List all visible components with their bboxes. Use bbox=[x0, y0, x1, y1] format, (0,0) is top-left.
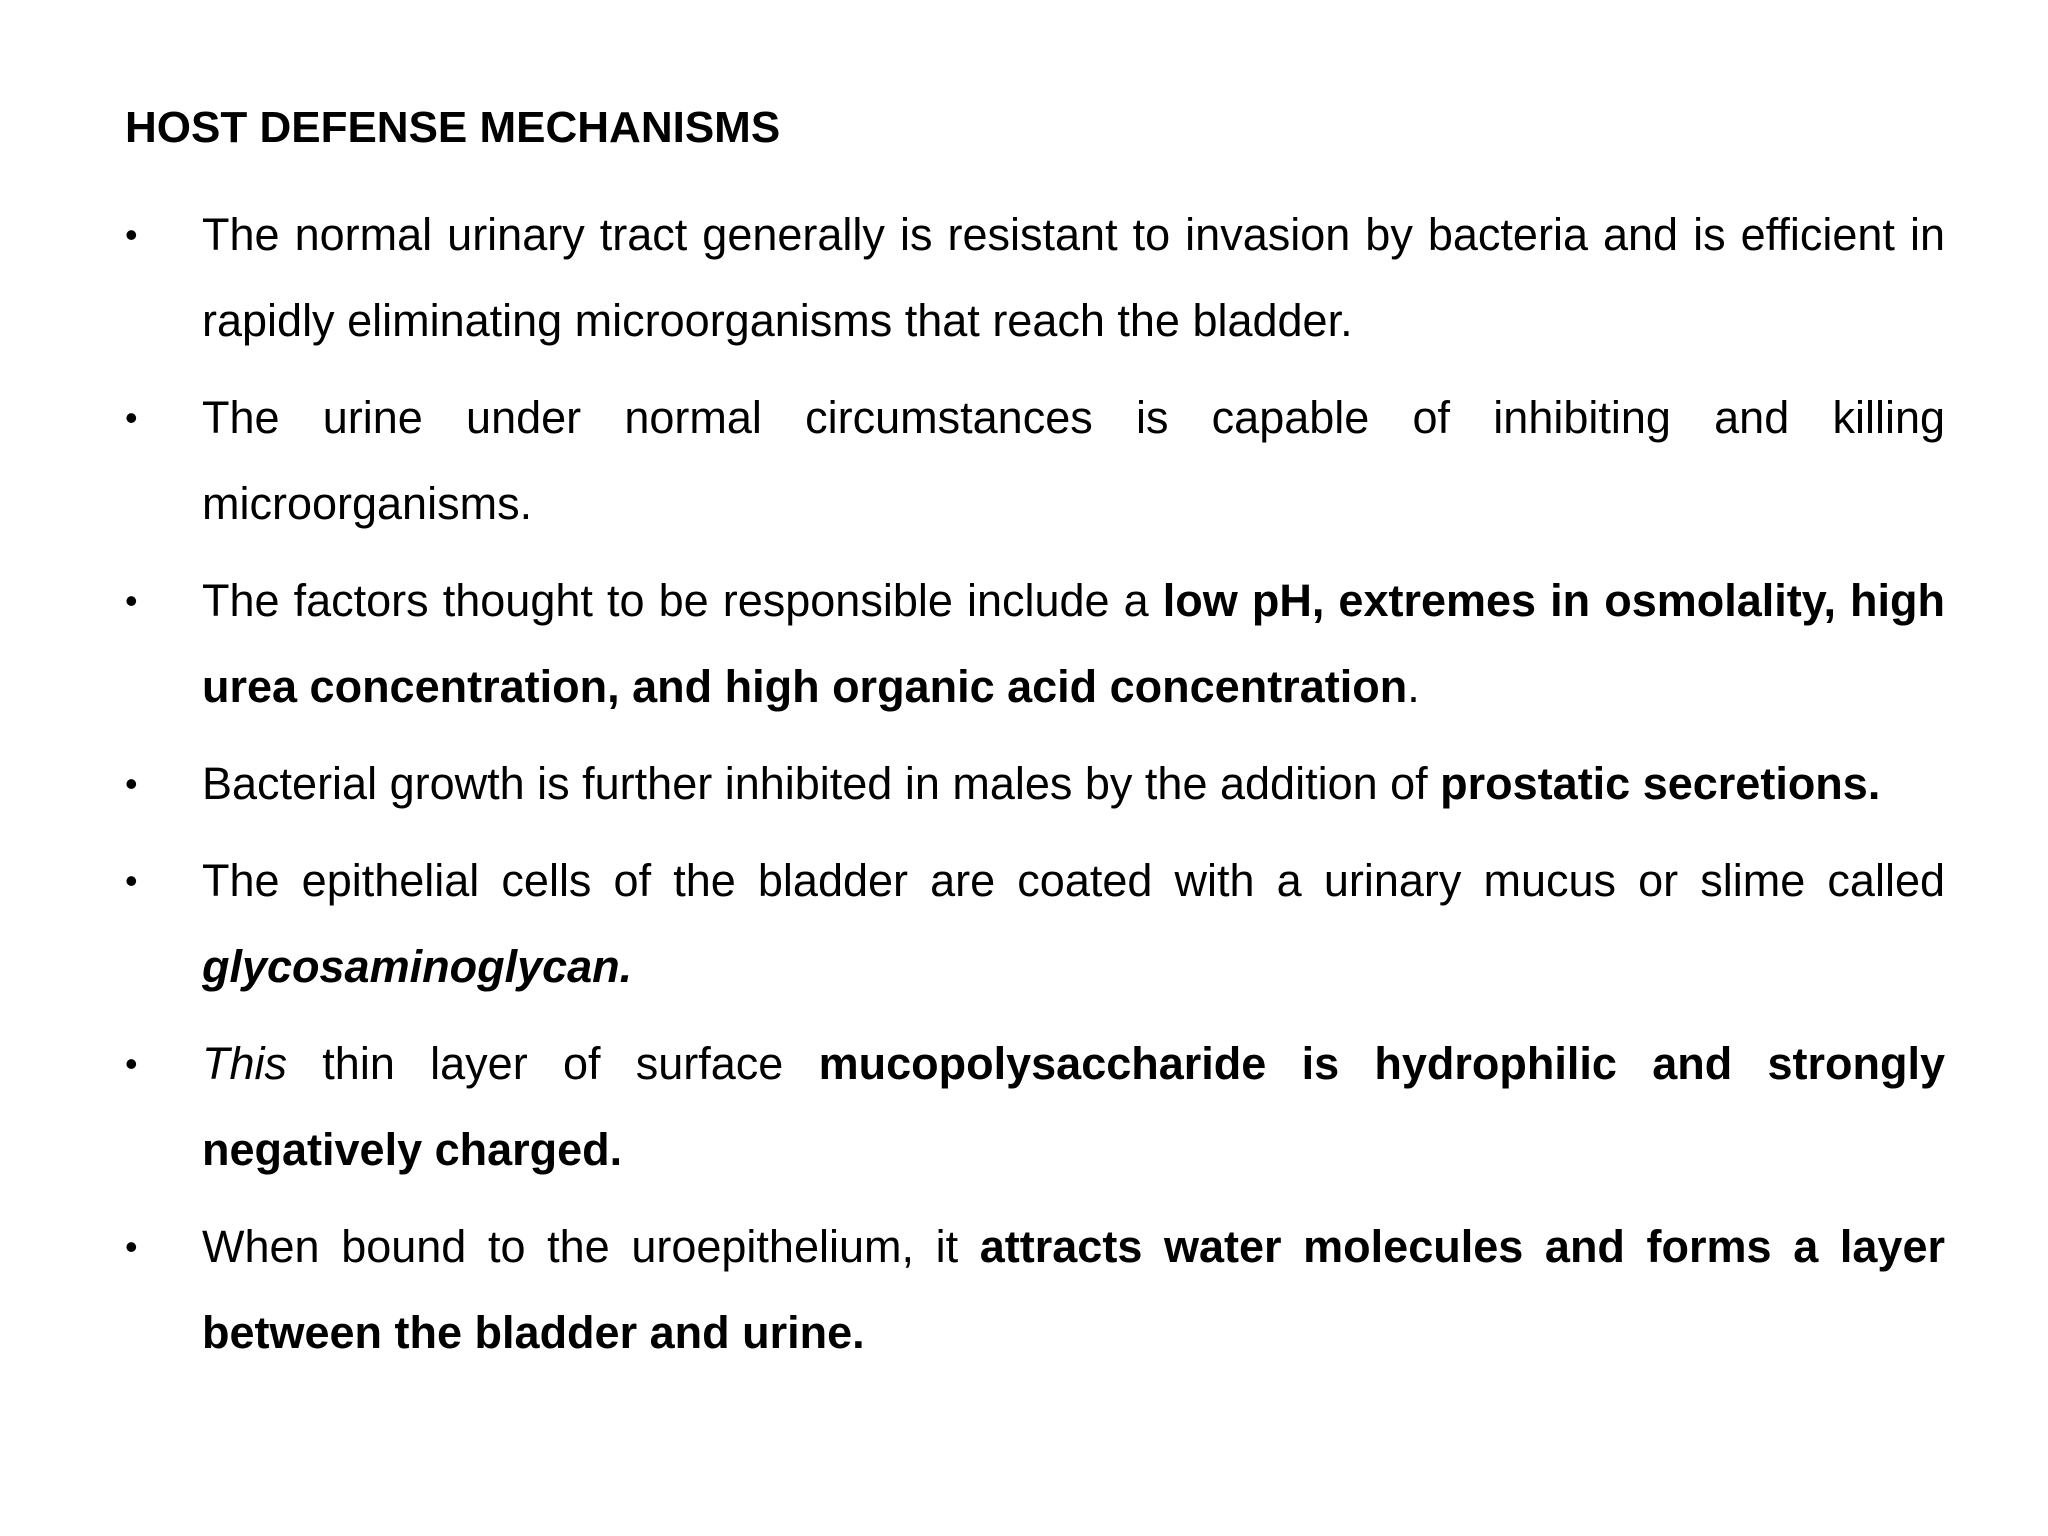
italic-text-segment: This bbox=[202, 1038, 288, 1089]
bullet-dot-icon: • bbox=[125, 763, 138, 804]
bullet-dot-icon: • bbox=[125, 1226, 138, 1267]
bullet-text bbox=[202, 392, 1945, 529]
text-segment: The normal urinary tract generally is resistant to invasion by bacteria and is efficient in rapidly eliminating microorganisms that reach the bladder. bbox=[202, 209, 1945, 346]
bullet-dot-icon: • bbox=[125, 580, 138, 621]
bullet-item bbox=[125, 375, 1945, 547]
bullet-list bbox=[125, 192, 1945, 1387]
bold-text-segment: mucopolysaccharide is hydrophilic and strongly negatively charged. bbox=[202, 1038, 1945, 1175]
bullet-item bbox=[125, 1204, 1945, 1376]
bold-text-segment: prostatic secretions. bbox=[1440, 758, 1881, 809]
text-segment: thin layer of surface bbox=[287, 1038, 819, 1089]
bullet-text bbox=[202, 1038, 1945, 1175]
text-segment: The factors thought to be responsible include a bbox=[202, 575, 1163, 626]
bold-italic-text-segment: glycosaminoglycan. bbox=[202, 941, 633, 992]
bullet-text bbox=[202, 1221, 1945, 1358]
text-segment: . bbox=[1407, 661, 1420, 712]
bullet-text bbox=[202, 209, 1945, 346]
bullet-dot-icon: • bbox=[125, 860, 138, 901]
bullet-item bbox=[125, 838, 1945, 1010]
bullet-text bbox=[202, 758, 1880, 809]
text-segment: The urine under normal circumstances is capable of inhibiting and killing microorganisms. bbox=[202, 392, 1945, 529]
bullet-item bbox=[125, 558, 1945, 730]
bullet-dot-icon: • bbox=[125, 214, 138, 255]
bullet-item bbox=[125, 192, 1945, 364]
text-segment: When bound to the uroepithelium, it bbox=[202, 1221, 980, 1272]
bullet-text bbox=[202, 855, 1945, 992]
bullet-item bbox=[125, 741, 1945, 827]
bullet-text bbox=[202, 575, 1945, 712]
slide-title: HOST DEFENSE MECHANISMS bbox=[125, 103, 781, 152]
text-segment: The epithelial cells of the bladder are coated with a urinary mucus or slime called bbox=[202, 855, 1945, 906]
text-segment: Bacterial growth is further inhibited in males by the addition of bbox=[202, 758, 1441, 809]
bullet-dot-icon: • bbox=[125, 1043, 138, 1084]
bold-text-segment: low pH, extremes in osmolality, high urea concentration, and high organic acid concentration bbox=[202, 575, 1945, 712]
bullet-item bbox=[125, 1021, 1945, 1193]
bold-text-segment: attracts water molecules and forms a layer between the bladder and urine. bbox=[202, 1221, 1945, 1358]
bullet-dot-icon: • bbox=[125, 397, 138, 438]
